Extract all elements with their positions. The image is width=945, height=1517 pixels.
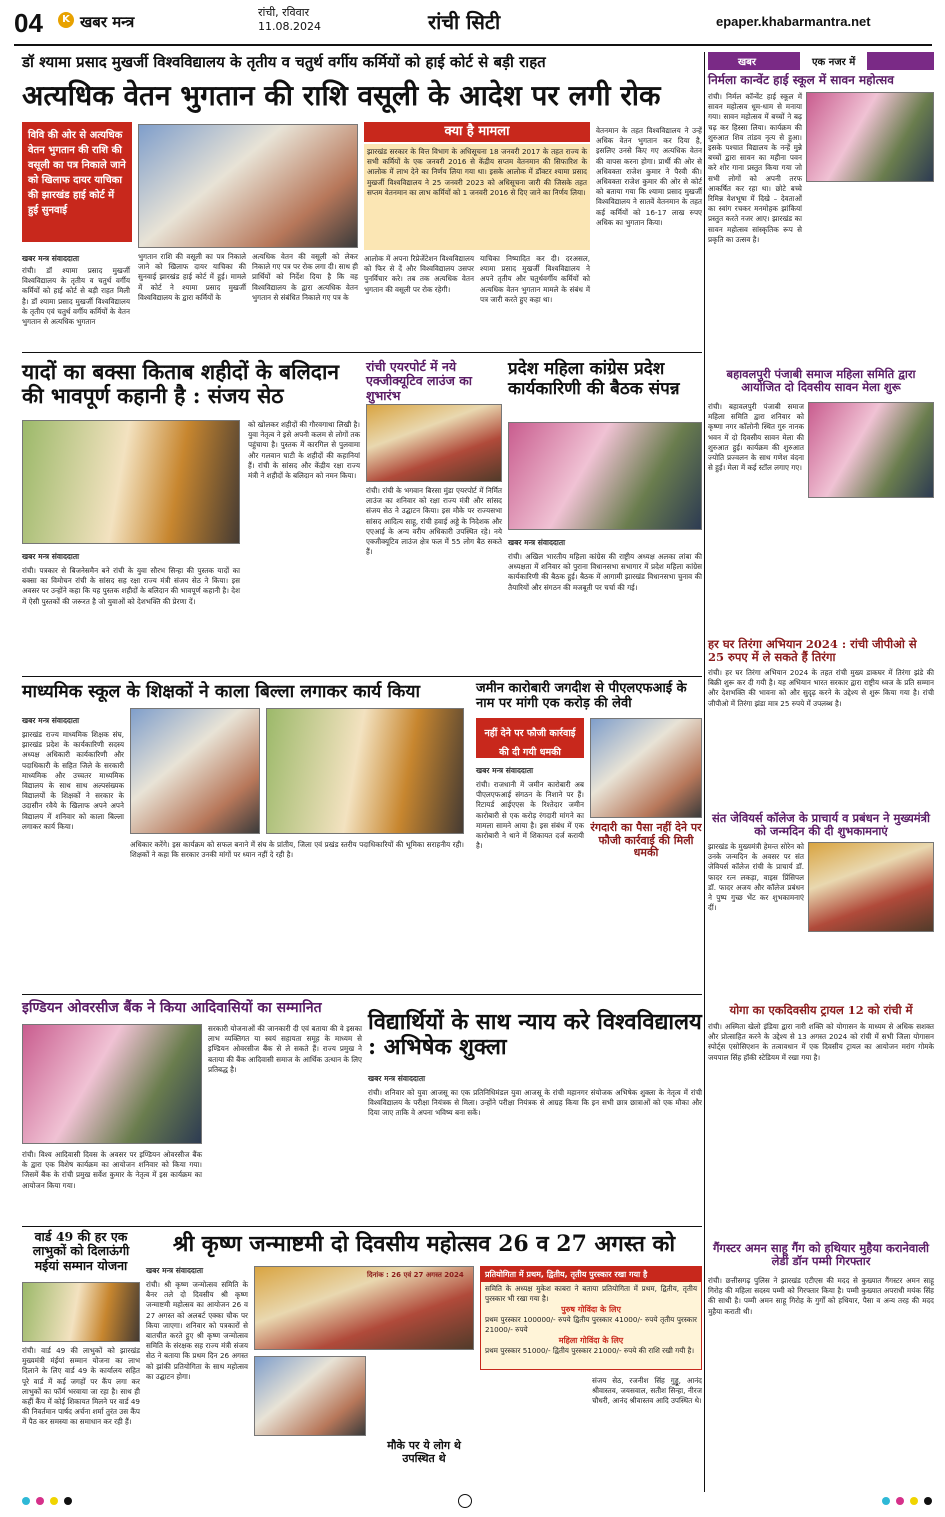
section-title: रांची सिटी (428, 10, 501, 34)
sidebar-headline: निर्मला कान्वेंट हाई स्कूल में सावन महोत्सव (708, 73, 894, 87)
color-swatch-icon (64, 1497, 72, 1505)
page-number: 04 (14, 8, 43, 38)
color-swatch-icon (22, 1497, 30, 1505)
story-pull: रंगदारी का पैसा नहीं देने पर फौजी कार्रवाई की मिली धमकी (590, 821, 702, 860)
story-headline: यादों का बक्सा किताब शहीदों के बलिदान की भावपूर्ण कहानी है : संजय सेठ (22, 359, 340, 409)
pullquote-box (22, 122, 132, 242)
story-photo (266, 708, 464, 834)
color-swatch-icon (50, 1497, 58, 1505)
story-headline: विद्यार्थियों के साथ न्याय करे विश्वविद्यालय : अभिषेक शुक्ला (368, 1009, 702, 1061)
divider (22, 676, 702, 677)
story-photo (254, 1266, 474, 1350)
story-text: अधिकार करेंगे। इस कार्यक्रम को सफल बनाने में संघ के प्रांतीय, जिला एवं प्रखंड स्तरीय पदाधिकारियों की भूमिका सराहनीय रही। शिक्षकों ने कहा कि सरकार उनकी मांगों पर ध्यान नहीं दे रही है। (130, 840, 464, 860)
story-kicker: डॉ श्यामा प्रसाद मुखर्जी विश्वविद्यालय के तृतीय व चतुर्थ वर्गीय कर्मियों को हाई कोर्ट से बड़ी राहत (22, 53, 546, 71)
sidebar-text: रांची। अस्मिता खेलो इंडिया द्वारा नारी शक्ति को योगासन के माध्यम से अधिक सशक्त और प्रोत्साहित करने के उद्देश्य से 13 अगस्त 2024 को रांची में सभी जिला योगासन स्पोर्ट्स एसोसिएशन के तत्वावधान में एक दिवसीय ट्रायल का आयोजन मरांग गोमके जयपाल सिंह हॉकी स्टेडियम में रखा गया है। (708, 1022, 934, 1062)
byline: खबर मन्त्र संवाददाता (22, 552, 80, 561)
sidebar-text: रांची। निर्मल कॉन्वेंट हाई स्कूल में सावन महोत्सव धूम-धाम से मनाया गया। सावन महोत्सव में बच्चों ने बढ़ चढ़ कर हिस्सा लिया। कार्यक्रम की शुरुआत शिव तांडव नृत्य से हुआ। इसके पश्चात विद्यालय के नन्हें मुन्ने बच्चों द्वारा सावन का महीना पवन करे शोर गाना प्रस्तुत किया गया जो सभी लोगों को अपनी तरफ आकर्षित कर रहा था। छोटे बच्चे रिमिन्न वेशभूषा में दिखे – देवताओं का स्वांग रचकर मनमोहक झांकियां प्रस्तुत करते नजर आए। झारखंड का सावन महोत्सव सांस्कृतिक रूप से प्रकृति का उत्सव है। (708, 92, 802, 244)
column-divider (704, 52, 705, 1492)
story-headline: अत्यधिक वेतन भुगतान की राशि वसूली के आदेश पर लगी रोक (22, 79, 661, 112)
story-photo (366, 404, 502, 482)
register-mark-icon (458, 1494, 472, 1508)
story-text: रांची। विश्व आदिवासी दिवस के अवसर पर इण्डियन ओवरसीज बैंक के द्वारा एक विशेष कार्यक्रम का आयोजन शनिवार को किया गया। जिसमें बैंक के रांची प्रमुख सर्वेश कुमार के नेतृत्व में इस कार्यक्रम का आयोजन किया गया। (22, 1150, 202, 1190)
story-photo (130, 708, 260, 834)
sidebar-photo (808, 842, 934, 932)
prize-head: प्रतियोगिता में प्रथम, द्वितीय, तृतीय पुरस्कार रखा गया है (481, 1267, 701, 1282)
story-text: रांची। वार्ड 49 की लाभुकों को झारखंड मुख्यमंत्री मंईयां सम्मान योजना का लाभ दिलाने के लिए वार्ड 49 के कार्यालय सहित पूरे वार्ड में कई जगहों पर कैंप लगा कर लाभुकों का फॉर्म भरवाया जा रहा है। साथ ही कहीं कैंप में कोई शिकायत मिलने पर वार्ड 49 की निवर्तमान पार्षद अर्चना शर्मा तुरंत उस कैंप में पैठ कर समस्या का समाधान कर रही हैं। (22, 1346, 140, 1427)
byline: खबर मन्त्र संवाददाता (368, 1074, 426, 1083)
byline: खबर मन्त्र संवाददाता (22, 716, 80, 725)
story-headline: श्री कृष्ण जन्माष्टमी दो दिवसीय महोत्सव 26 व 27 अगस्त को (172, 1231, 676, 1257)
prize-intro: समिति के अध्यक्ष मुकेश काबरा ने बताया प्रतियोगिता में प्रथम, द्वितीय, तृतीय पुरस्कार भी रखा गया है। (485, 1284, 697, 1304)
tab-khabar[interactable]: खबर (738, 57, 756, 68)
story-subhead: मौके पर ये लोग थे उपस्थित थे (387, 1439, 461, 1465)
story-photo (22, 420, 240, 544)
byline: खबर मन्त्र संवाददाता (476, 766, 534, 775)
story-headline: प्रदेश महिला कांग्रेस प्रदेश कार्यकारिणी की बैठक संपन्न (508, 359, 680, 399)
sidebar-headline: योगा का एकदिवसीय ट्रायल 12 को रांची में (729, 1003, 913, 1017)
story-text: रांची। अखिल भारतीय महिला कांग्रेस की राष्ट्रीय अध्यक्ष अलका लांबा की अध्यक्षता में शनिवार को पुराना विधानसभा सभागार में प्रदेश महिला कांग्रेस कार्यकारिणी की बैठक हुई। बैठक में आगामी झारखंड विधानसभा चुनाव की तैयारियों और संगठन की मजबूती पर चर्चा की गई। (508, 552, 702, 592)
story-headline: वार्ड 49 की हर एक लाभुकों को दिलाऊंगी मईयां सम्मान योजना (32, 1229, 130, 1273)
story-headline: जमीन कारोबारी जगदीश से पीएलएफआई के नाम पर मांगी एक करोड़ की लेवी (476, 681, 687, 711)
byline: खबर मन्त्र संवाददाता (146, 1266, 204, 1275)
story-text: रांची। श्री कृष्ण जन्मोत्सव समिति के बैनर तले दो दिवसीय श्री कृष्ण जन्माष्टमी महोत्सव का आयोजन 26 व 27 अगस्त को अलबर्ट एक्का चौक पर किया जाएगा। शनिवार को पत्रकारों से बातचीत करते हुए श्री कृष्ण जन्मोत्सव समिति के संरक्षक सह राज्य मंत्री संजय सेठ ने बताया कि प्रथम दिन 26 अगस्त को झांकी प्रतियोगिता के साथ महोत्सव का उद्घाटन होगा। (146, 1280, 248, 1381)
story-text: संजय सेठ, रजनीश सिंह गुड्डू, आनंद श्रीवास्तव, जयसवाल, सतीश सिन्हा, नीरज चौधरी, आनंद श्रीवास्तव आदि उपस्थित थे। (592, 1376, 702, 1406)
color-swatch-icon (910, 1497, 918, 1505)
story-col: अत्यधिक वेतन की वसूली को लेकर निकाले गए पत्र पर रोक लगा दी। साथ ही प्रार्थियों को निर्देश दिया है कि वह विश्वविद्यालय के द्वारा अत्यधिक वेतन भुगतान से संबंधित निकाले गए पत्र के (252, 252, 358, 302)
box-title: क्या है मामला (364, 122, 590, 142)
story-photo (254, 1356, 366, 1436)
story-col: आलोक में अपना रिप्रेजेंटेशन विश्वविद्यालय को फिर से दें और विश्वविद्यालय उसपर पुनर्विचार करे। तब तक अत्यधिक वेतन भुगतान की वसूली पर रोक रहेगी। (364, 254, 474, 294)
sidebar-headline: गैंगस्टर अमन साहू गैंग को हथियार मुहैया करानेवाली लेडी डॉन पम्मी गिरफ्तार (712, 1241, 930, 1269)
prize-label: महिला गोविंदा के लिए (558, 1336, 624, 1345)
red-callout: नहीं देने पर फौजी कार्रवाई की दी गयी धमकी (476, 718, 584, 758)
sidebar-text: रांची। हर घर तिरंगा अभियान 2024 के तहत रांची मुख्य डाकघर में तिरंगा झंडे की बिक्री शुरू कर दी गयी है। यह अभियान भारत सरकार द्वारा राष्ट्रीय ध्वज के प्रति सम्मान और देशभक्ति की भावना को और सुदृढ़ करने के उद्देश्य से शुरू किया गया है। रांची जीपीओ में तिरंगा झंडा मात्र 25 रुपये में उपलब्ध है। (708, 668, 934, 708)
sidebar-headline: बहावलपुरी पंजाबी समाज महिला समिति द्वारा आयोजित दो दिवसीय सावन मेला शुरू (726, 367, 916, 395)
story-text: रांची। शनिवार को युवा आजसू का एक प्रतिनिधिमंडल युवा आजसू के रांची महानगर संयोजक अभिषेक शुक्ला के नेतृत्व में रांची विश्वविद्यालय के परीक्षा नियंत्रक से मिला। उन्होंने परीक्षा नियंत्रक से आग्रह किया कि इन सभी छात्र छात्राओं को एक मौका और दिया जाए ताकि वे अपना भविष्य बना सकें। (368, 1088, 702, 1118)
university-photo (138, 124, 358, 248)
byline: खबर मन्त्र संवाददाता (22, 254, 80, 263)
pullquote-text: विवि की ओर से अत्यधिक वेतन भुगतान की राशि की वसूली का पत्र निकाले जाने को खिलाफ दायर याचिका की झारखंड हाई कोर्ट में हुई सुनवाई (28, 130, 126, 216)
story-col: वेतनमान के तहत विश्वविद्यालय ने उन्हें अधिक वेतन भुगतान कर दिया है, इसलिए उनसे किए गए अत्यधिक वेतन की वापस करना होगा। प्रार्थी की ओर से अधिवक्ता राजेश कुमार ने पैरवी की। अधिवक्ता राजेश कुमार की ओर से कोर्ट को बताया गया कि श्यामा प्रसाद मुखर्जी विश्वविद्यालय ने सातवें वेतनमान के तहत कई कर्मियों को 16-17 लाख रुपए अधिक का भुगतान किया। (596, 126, 702, 227)
story-col: याचिका निष्पादित कर दी। दरअसल, श्यामा प्रसाद मुखर्जी विश्वविद्यालय ने अपने तृतीय और चतुर्थवर्गीय कर्मियों को अत्यधिक वेतन भुगतान मामले के संबंध में पत्र जारी करते हुए कहा था। (480, 254, 590, 304)
photo-banner: दिनांक : 26 एवं 27 अगस्त 2024 (367, 1271, 464, 1279)
brand-name: खबर मन्त्र (80, 13, 135, 31)
story-col: रांची। डॉ श्यामा प्रसाद मुखर्जी विश्वविद्यालय के तृतीय व चतुर्थ वर्गीय कर्मियों को हाई कोर्ट से बड़ी राहत मिली है। डॉ श्यामा प्रसाद मुखर्जी विश्वविद्यालय के तृतीय एवं चतुर्थ वर्गीय कर्मियों के वेतन भुगतान से अत्यधिक भुगतान (22, 266, 130, 327)
footer-color-bar (22, 1494, 932, 1508)
sidebar-headline: संत जेवियर्स कॉलेज के प्राचार्य व प्रबंधन ने मुख्यमंत्री को जन्मदिन की दी शुभकामनाएं (712, 811, 930, 839)
story-photo (22, 1282, 140, 1342)
sidebar-tabs (708, 52, 934, 70)
sidebar-text: रांची। छत्तीसगढ़ पुलिस ने झारखंड एटीएस की मदद से कुख्यात गैंगस्टर अमन साहू गिरोह की महिला सदस्य पम्मी को गिरफ्तार किया है। पम्मी कुख्यात अपराधी मयंक सिंह की साथी है। पम्मी अमन साहू गिरोह के गुर्गों को हथियार, पैसा व अन्य तरह की मदद मुहैया कराती थी। (708, 1276, 934, 1316)
box-text: झारखंड सरकार के वित्त विभाग के अधिसूचना 18 जनवरी 2017 के तहत राज्य के सभी कर्मियों के एक जनवरी 2016 से केंद्रीय सप्तम वेतनमान की सिफारिश के आलोक में लाभ देने का निर्णय लिया गया था। इसके आलोक में डॉक्टर श्यामा प्रसाद मुखर्जी विश्वविद्यालय ने 25 जनवरी 2023 को अधिसूचना जारी की जिसके तहत सप्तम वेतनमान का लाभ कर्मियों को 1 जनवरी 2016 से दिए जाने का निर्णय लिया। (364, 144, 590, 250)
story-col: भुगतान राशि की वसूली का पत्र निकाले जाने को खिलाफ दायर याचिका की सुनवाई झारखंड हाई कोर्ट में हुई। मामले में कोर्ट ने श्यामा प्रसाद मुखर्जी विश्वविद्यालय के द्वारा कर्मियों के (138, 252, 246, 302)
prize-label: पुरुष गोविंदा के लिए (561, 1305, 621, 1314)
story-headline: इण्डियन ओवरसीज बैंक ने किया आदिवासियों का सम्मानित (22, 1000, 322, 1016)
story-text: को खोलकर शहीदों की गौरवगाथा लिखी है। युवा नेतृत्व ने इसे अपनी कलम से लोगों तक पहुंचाया है। पुस्तक में कारगिल से पुलवामा और गलवान घाटी के शहीदों की कहानियां हैं। रांची के सांसद और केंद्रीय रक्षा राज्य मंत्री ने शहीदों के बलिदान को नमन किया। (248, 420, 361, 481)
divider (22, 994, 702, 995)
color-swatch-icon (924, 1497, 932, 1505)
tab-ek-nazar[interactable]: एक नजर में (800, 52, 867, 70)
color-swatch-icon (36, 1497, 44, 1505)
brand-logo-icon: K (58, 12, 74, 28)
story-photo (22, 1024, 202, 1144)
date-line: रांची, रविवार 11.08.2024 (258, 6, 321, 33)
header-rule (14, 44, 932, 46)
story-text: झारखंड राज्य माध्यमिक शिक्षक संघ, झारखंड प्रदेश के कार्यकारिणी सदस्य अध्यक्ष अधिकारी कार्यकारिणी और पदाधिकारी के सहित जिले के सरकारी माध्यमिक और उच्चतर माध्यमिक विद्यालय के साथ साथ अल्पसंख्यक विद्यालयों के शिक्षकों ने सरकार के उदासीन रवैये के खिलाफ अपने अपने विद्यालय में शनिवार को काला बिल्ला लगाकर कार्य किया। (22, 730, 124, 831)
byline: खबर मन्त्र संवाददाता (508, 538, 566, 547)
sidebar (708, 52, 934, 1488)
site-url[interactable]: epaper.khabarmantra.net (716, 14, 871, 29)
sidebar-photo (808, 402, 934, 498)
story-text: रांची। पत्रकार से बिजनेसमैन बने रांची के युवा सौरभ सिन्हा की पुस्तक यादों का बक्सा का विमोचन रांची के सांसद सह रक्षा राज्य मंत्री संजय सेठ ने किया। इस अवसर पर उन्होंने कहा कि यह पुस्तक शहीदों के बलिदान की भावपूर्ण कहानी है। देश में ऐसी पुस्तकों की जरूरत है जो युवाओं को देशभक्ति की प्रेरणा दें। (22, 566, 240, 606)
divider (22, 1226, 702, 1227)
sidebar-photo (806, 92, 934, 182)
story-text: रांची। रांची के भगवान बिरसा मुंडा एयरपोर्ट में निर्मित लाउंज का शनिवार को रक्षा राज्य मंत्री और सांसद संजय सेठ ने उद्घाटन किया। इस मौके पर राज्यसभा सांसद आदित्य साहू, रांची हवाई अड्डे के निदेशक और एएआई के अन्य वरीय अधिकारी उपस्थित रहे। नये एक्जीक्यूटिव लाउंज क्षेत्र फल में 55 लोग बैठ सकते हैं। (366, 486, 502, 557)
prize-text: प्रथम पुरस्कार 51000/- द्वितीय पुरस्कार 21000/- रुपये की राशि रखी गयी है। (485, 1346, 695, 1355)
color-swatch-icon (896, 1497, 904, 1505)
masthead (0, 0, 945, 48)
sidebar-headline: हर घर तिरंगा अभियान 2024 : रांची जीपीओ से 25 रुपए में ले सकते हैं तिरंगा (708, 637, 917, 665)
prize-box (480, 1266, 702, 1370)
story-photo (590, 718, 702, 818)
prize-text: प्रथम पुरस्कार 100000/- रुपये द्वितीय पुरस्कार 41000/- रुपये तृतीय पुरस्कार 21000/- रुपये (485, 1315, 697, 1335)
story-headline: माध्यमिक स्कूल के शिक्षकों ने काला बिल्ला लगाकर कार्य किया (22, 682, 421, 702)
story-photo (508, 422, 702, 530)
color-swatch-icon (882, 1497, 890, 1505)
divider (22, 352, 702, 353)
story-text: सरकारी योजनाओं की जानकारी दी एवं बताया की वे इसका लाभ व्यक्तिगत या स्वयं सहायता समूह के माध्यम से इण्डियन ओवरसीज बैंक से ले सकते हैं। राज्य प्रमुख ने बताया की बैंक आदिवासी समाज के आर्थिक उत्थान के लिए प्रतिबद्ध है। (208, 1024, 362, 1074)
sidebar-text: झारखंड के मुख्यमंत्री हेमन्त सोरेन को उनके जन्मदिन के अवसर पर संत जेवियर्स कॉलेज रांची के प्राचार्य डॉ. फादर रत्न लकड़ा, वाइस प्रिंसिपल डॉ. फादर अजय और कॉलेज प्रबंधन ने पुष्प गुच्छ भेंट कर शुभकामनाएं दीं। (708, 842, 804, 913)
story-headline: रांची एयरपोर्ट में नये एक्जीक्यूटिव लाउंज का शुभारंभ (366, 359, 473, 403)
sidebar-text: रांची। बहावलपुरी पंजाबी समाज महिला समिति द्वारा शनिवार को कृष्णा नगर कॉलोनी स्थित गुरु नानक भवन में दो दिवसीय सावन मेला की शुरुआत हुई। कार्यक्रम की शुरुआत ज्योति प्रज्वलन के साथ गणेश वंदना से हुई। मेला में कई स्टॉल लगाए गए। (708, 402, 804, 473)
story-text: रांची। राजधानी में जमीन कारोबारी अब पीएलएफआई संगठन के निशाने पर हैं। रिटायर्ड आईएएस के रिश्तेदार जमीन कारोबारी से एक करोड़ रंगदारी मांगने का मामला सामने आया है। इस संबंध में एक कारोबारी ने थाने में शिकायत दर्ज करायी है। (476, 780, 584, 851)
